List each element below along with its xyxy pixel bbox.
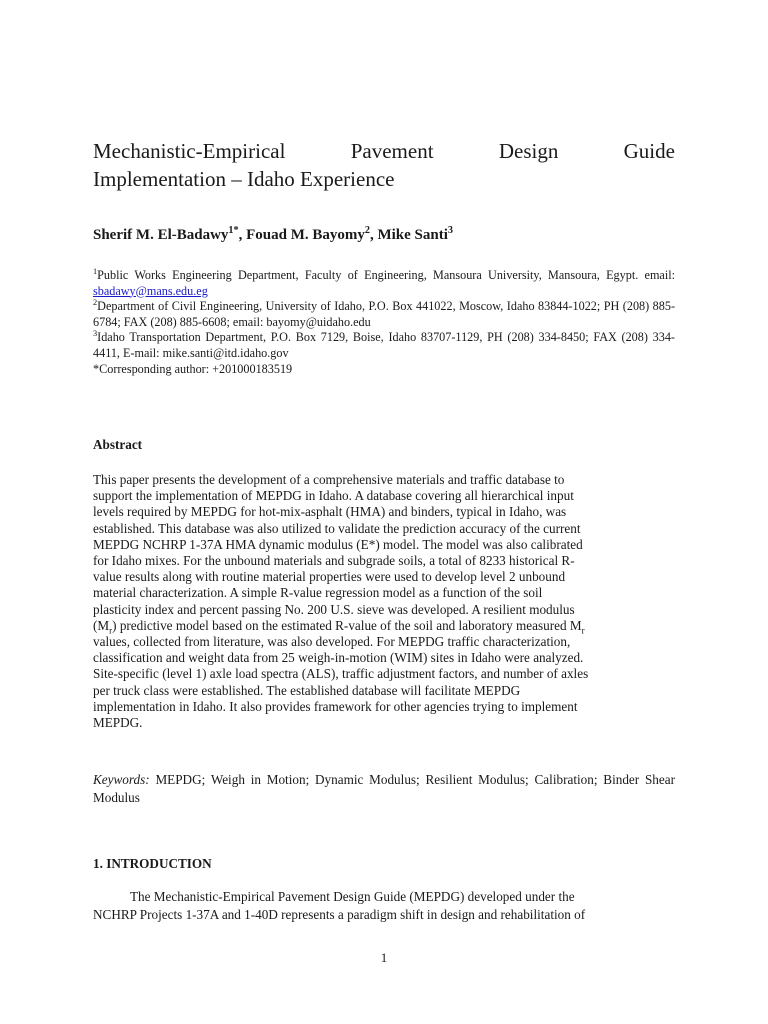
keywords-label: Keywords:: [93, 772, 150, 787]
abstract-line: plasticity index and percent passing No. 200 U.S. sieve was developed. A resilient modulus: [93, 601, 575, 617]
body-line: NCHRP Projects 1-37A and 1-40D represents a paradigm shift in design and rehabilitation of: [93, 906, 586, 922]
author-list: Sherif M. El-Badawy$^{1*}$, Fouad M. Bayomy$^2$, Mike Santi$^3$: [93, 225, 453, 243]
abstract-line: levels required by MEPDG for hot-mix-asphalt (HMA) and binders, typical in Idaho, was: [93, 504, 567, 520]
affil-text: Department of Civil Engineering, University of Idaho, P.O. Box 441022, Moscow, Idaho 83844-1022; PH (208) 885-6784; FAX (208) 885-6608; email: bayomy@uidaho.edu: [93, 299, 675, 329]
page-number: 1: [380, 950, 388, 965]
abstract-line: per truck class were established. The established database will facilitate MEPDG: [93, 682, 521, 698]
abstract-line: MEPDG NCHRP 1-37A HMA dynamic modulus (E*) model. The model was also calibrated: [93, 536, 583, 552]
subscript: r: [109, 625, 113, 636]
abstract-line: MEPDG.: [93, 715, 143, 731]
body-line: The Mechanistic-Empirical Pavement Design Guide (MEPDG) developed under the: [130, 889, 575, 904]
abstract-heading: Abstract: [93, 437, 143, 452]
author-name: Mike Santi: [377, 227, 448, 243]
abstract-body: [93, 472, 675, 731]
introduction-body: [93, 888, 675, 923]
title-line-2: Implementation – Idaho Experience: [93, 167, 395, 191]
title-word: Mechanistic-Empirical: [93, 139, 286, 163]
title-word: Guide: [623, 139, 675, 163]
author-name: Sherif M. El-Badawy: [93, 227, 229, 243]
abstract-line: value results along with routine material properties were used to develop level 2 unbound: [93, 569, 566, 585]
paper-title: [93, 137, 675, 193]
affil-mark: 2: [93, 298, 98, 308]
keywords-text: MEPDG; Weigh in Motion; Dynamic Modulus; Resilient Modulus; Calibration; Binder Shear Modulus: [93, 772, 675, 805]
text-run: ) predictive model based on the estimated R-value of the soil and laboratory measured M: [112, 617, 582, 633]
abstract-line: Site-specific (level 1) axle load spectra (ALS), traffic adjustment factors, and number of axles: [93, 666, 589, 682]
email-link[interactable]: sbadawy@mans.edu.eg: [93, 283, 208, 298]
affil-text: Public Works Engineering Department, Faculty of Engineering, Mansoura University, Mansoura, Egypt. email:: [97, 268, 675, 282]
abstract-line: values, collected from literature, was also developed. For MEPDG traffic characterization,: [93, 634, 571, 650]
affiliation-1: [93, 268, 675, 299]
abstract-line: This paper presents the development of a comprehensive materials and traffic database to: [93, 472, 565, 487]
affiliation-3: [93, 330, 675, 361]
corresponding-author: *Corresponding author: +201000183519: [93, 361, 293, 376]
abstract-line: [93, 618, 675, 634]
subscript: r: [581, 625, 585, 636]
title-word: Pavement: [350, 139, 434, 163]
affiliation-2: [93, 299, 675, 330]
affil-text: Idaho Transportation Department, P.O. Box 7129, Boise, Idaho 83707-1129, PH (208) 334-8450; FAX (208) 334-4411, E-mail: mike.santi@itd.idaho.gov: [93, 330, 675, 360]
abstract-line: support the implementation of MEPDG in Idaho. A database covering all hierarchical input: [93, 488, 574, 504]
abstract-line: for Idaho mixes. For the unbound materials and subgrade soils, a total of 8233 historical R-: [93, 553, 575, 569]
abstract-line: material characterization. A simple R-value regression model as a function of the soil: [93, 585, 543, 601]
author-affil-mark: 2: [364, 225, 370, 236]
author-affil-mark: 1*: [228, 225, 239, 236]
affil-mark: 3: [93, 329, 98, 339]
affiliations: [93, 268, 675, 377]
title-word: Design: [498, 139, 559, 163]
abstract-line: classification and weight data from 25 weigh-in-motion (WIM) sites in Idaho were analyzed.: [93, 650, 584, 666]
introduction-heading: 1. INTRODUCTION: [93, 856, 212, 871]
abstract-line: established. This database was also utilized to validate the prediction accuracy of the current: [93, 520, 581, 536]
abstract-line: implementation in Idaho. It also provides framework for other agencies trying to implement: [93, 698, 578, 714]
text-run: (M: [93, 617, 110, 633]
affil-mark: 1: [93, 266, 98, 276]
keywords: [93, 771, 675, 807]
author-name: Fouad M. Bayomy: [246, 227, 365, 243]
title-line-1: [93, 137, 675, 165]
author-affil-mark: 3: [447, 225, 453, 236]
